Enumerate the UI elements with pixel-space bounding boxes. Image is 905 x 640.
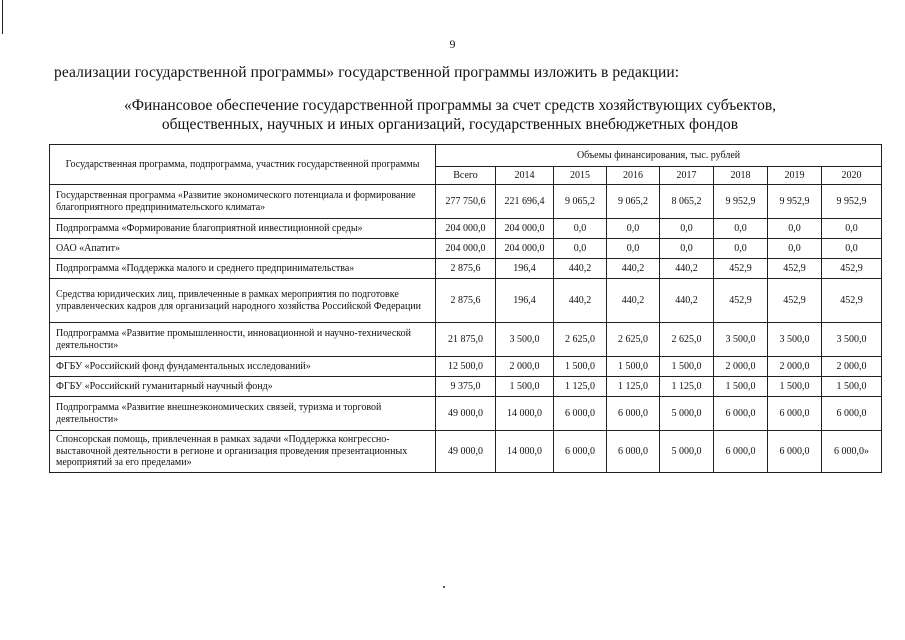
value-cell: 452,9: [768, 259, 822, 279]
row-name: ОАО «Апатит»: [50, 239, 436, 259]
value-cell: 440,2: [660, 279, 714, 323]
value-cell: 0,0: [607, 239, 660, 259]
intro-text: реализации государственной программы» государственной программы изложить в редакции:: [54, 64, 680, 81]
value-cell: 9 375,0: [436, 377, 496, 397]
value-cell: 9 952,9: [714, 185, 768, 219]
row-name: Государственная программа «Развитие экономического потенциала и формирование благоприятного предпринимательского климата»: [50, 185, 436, 219]
value-cell: 6 000,0: [714, 397, 768, 431]
value-cell: 2 875,6: [436, 279, 496, 323]
value-cell: 21 875,0: [436, 323, 496, 357]
row-name: ФГБУ «Российский гуманитарный научный фонд»: [50, 377, 436, 397]
value-cell: 2 000,0: [496, 357, 554, 377]
value-cell: 6 000,0: [607, 431, 660, 473]
value-cell: 6 000,0»: [822, 431, 882, 473]
value-cell: 0,0: [607, 219, 660, 239]
row-name: Подпрограмма «Формирование благоприятной инвестиционной среды»: [50, 219, 436, 239]
value-cell: 1 125,0: [660, 377, 714, 397]
value-cell: 452,9: [822, 259, 882, 279]
value-cell: 0,0: [714, 239, 768, 259]
value-cell: 6 000,0: [768, 431, 822, 473]
row-name: Подпрограмма «Поддержка малого и среднего предпринимательства»: [50, 259, 436, 279]
value-cell: 6 000,0: [768, 397, 822, 431]
value-cell: 0,0: [822, 239, 882, 259]
financing-volume-header: Объемы финансирования, тыс. рублей: [436, 145, 882, 167]
value-cell: 0,0: [768, 219, 822, 239]
value-cell: 0,0: [660, 219, 714, 239]
value-cell: 2 875,6: [436, 259, 496, 279]
table-row: [50, 357, 882, 377]
value-cell: 1 500,0: [768, 377, 822, 397]
table-row: [50, 185, 882, 219]
value-cell: 440,2: [607, 259, 660, 279]
value-cell: 2 000,0: [714, 357, 768, 377]
table-row: [50, 219, 882, 239]
value-cell: 9 952,9: [822, 185, 882, 219]
financing-table: [49, 144, 882, 473]
value-cell: 0,0: [822, 219, 882, 239]
value-cell: 1 125,0: [607, 377, 660, 397]
value-cell: 6 000,0: [554, 397, 607, 431]
value-cell: 2 000,0: [768, 357, 822, 377]
value-cell: 1 500,0: [714, 377, 768, 397]
value-cell: 14 000,0: [496, 397, 554, 431]
value-cell: 452,9: [822, 279, 882, 323]
value-cell: 1 500,0: [496, 377, 554, 397]
page-edge-line: [2, 0, 3, 34]
value-cell: 1 500,0: [822, 377, 882, 397]
heading-line-1: «Финансовое обеспечение государственной программы за счет средств хозяйствующих субъектов,: [123, 97, 777, 114]
value-cell: 1 500,0: [660, 357, 714, 377]
value-cell: 9 952,9: [768, 185, 822, 219]
value-cell: 9 065,2: [554, 185, 607, 219]
value-cell: 440,2: [607, 279, 660, 323]
value-cell: 452,9: [714, 259, 768, 279]
value-cell: 2 000,0: [822, 357, 882, 377]
table-row: [50, 323, 882, 357]
column-header-total: Всего: [436, 167, 496, 185]
column-header-2017: 2017: [660, 167, 714, 185]
column-header-2014: 2014: [496, 167, 554, 185]
value-cell: 1 500,0: [607, 357, 660, 377]
value-cell: 440,2: [660, 259, 714, 279]
table-row: [50, 397, 882, 431]
table-row: [50, 239, 882, 259]
value-cell: 1 125,0: [554, 377, 607, 397]
value-cell: 2 625,0: [660, 323, 714, 357]
value-cell: 3 500,0: [768, 323, 822, 357]
value-cell: 196,4: [496, 259, 554, 279]
program-name-header: Государственная программа, подпрограмма, участник государственной программы: [50, 145, 436, 185]
value-cell: 3 500,0: [822, 323, 882, 357]
table-row: [50, 259, 882, 279]
column-header-2015: 2015: [554, 167, 607, 185]
value-cell: 12 500,0: [436, 357, 496, 377]
scan-speck: [443, 586, 445, 588]
value-cell: 452,9: [768, 279, 822, 323]
value-cell: 3 500,0: [714, 323, 768, 357]
value-cell: 204 000,0: [436, 219, 496, 239]
value-cell: 5 000,0: [660, 397, 714, 431]
value-cell: 2 625,0: [554, 323, 607, 357]
value-cell: 440,2: [554, 279, 607, 323]
value-cell: 0,0: [554, 219, 607, 239]
value-cell: 6 000,0: [714, 431, 768, 473]
value-cell: 440,2: [554, 259, 607, 279]
value-cell: 49 000,0: [436, 431, 496, 473]
value-cell: 6 000,0: [822, 397, 882, 431]
value-cell: 6 000,0: [554, 431, 607, 473]
value-cell: 0,0: [768, 239, 822, 259]
value-cell: 5 000,0: [660, 431, 714, 473]
table-row: [50, 279, 882, 323]
value-cell: 196,4: [496, 279, 554, 323]
value-cell: 6 000,0: [607, 397, 660, 431]
value-cell: 452,9: [714, 279, 768, 323]
value-cell: 204 000,0: [496, 239, 554, 259]
page-number: 9: [449, 37, 456, 51]
value-cell: 49 000,0: [436, 397, 496, 431]
value-cell: 9 065,2: [607, 185, 660, 219]
document-heading: [60, 96, 840, 134]
value-cell: 0,0: [660, 239, 714, 259]
value-cell: 0,0: [554, 239, 607, 259]
value-cell: 3 500,0: [496, 323, 554, 357]
value-cell: 204 000,0: [436, 239, 496, 259]
row-name: Подпрограмма «Развитие внешнеэкономических связей, туризма и торговой деятельности»: [50, 397, 436, 431]
row-name: ФГБУ «Российский фонд фундаментальных исследований»: [50, 357, 436, 377]
value-cell: 277 750,6: [436, 185, 496, 219]
table-row: [50, 377, 882, 397]
value-cell: 14 000,0: [496, 431, 554, 473]
value-cell: 204 000,0: [496, 219, 554, 239]
table-row: [50, 431, 882, 473]
value-cell: 221 696,4: [496, 185, 554, 219]
value-cell: 0,0: [714, 219, 768, 239]
value-cell: 2 625,0: [607, 323, 660, 357]
value-cell: 8 065,2: [660, 185, 714, 219]
column-header-2020: 2020: [822, 167, 882, 185]
value-cell: 1 500,0: [554, 357, 607, 377]
row-name: Подпрограмма «Развитие промышленности, инновационной и научно-технической деятельности»: [50, 323, 436, 357]
column-header-2016: 2016: [607, 167, 660, 185]
column-header-2018: 2018: [714, 167, 768, 185]
row-name: Спонсорская помощь, привлеченная в рамках задачи «Поддержка конгрессно-выставочной деятельности в регионе и организация проведения презентационных мероприятий за его пределами»: [50, 431, 436, 473]
heading-line-2: общественных, научных и иных организаций, государственных внебюджетных фондов: [161, 116, 739, 133]
column-header-2019: 2019: [768, 167, 822, 185]
row-name: Средства юридических лиц, привлеченные в рамках мероприятия по подготовке управленческих кадров для организаций народного хозяйства Российской Федерации: [50, 279, 436, 323]
